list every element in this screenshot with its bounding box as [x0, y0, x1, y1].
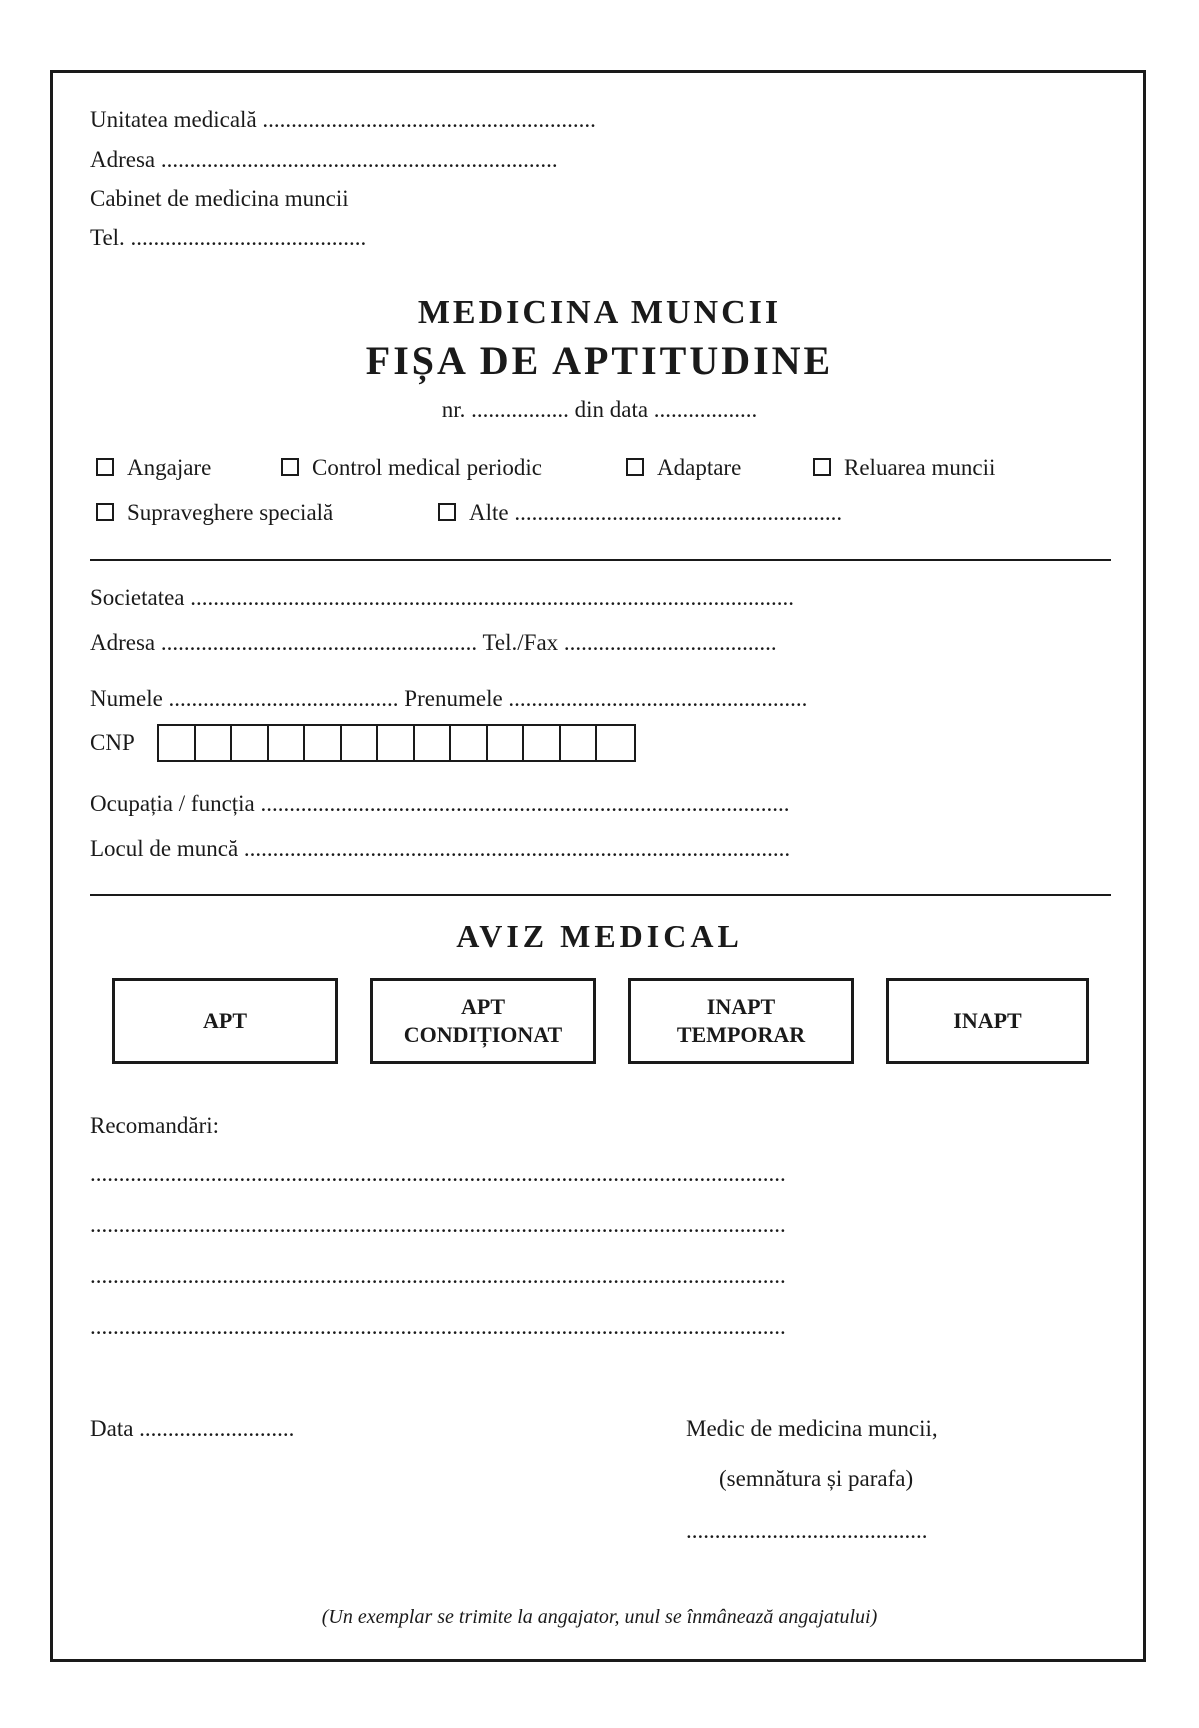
recommendation-line[interactable]: ......................................................................................................................... — [90, 1161, 786, 1186]
checkbox-adaptare[interactable] — [626, 458, 644, 476]
cnp-digit-cell[interactable] — [561, 726, 598, 760]
unit-address-field[interactable]: Adresa ..................................................................... — [90, 147, 558, 172]
aviz-option-inapt[interactable] — [886, 978, 1089, 1064]
cnp-label: CNP — [90, 730, 135, 755]
checkbox-reluarea-muncii[interactable] — [813, 458, 831, 476]
cnp-digit-cell[interactable] — [524, 726, 561, 760]
cnp-digit-cell[interactable] — [597, 726, 634, 760]
cnp-digit-cell[interactable] — [488, 726, 525, 760]
unit-phone-field[interactable]: Tel. ......................................... — [90, 225, 367, 250]
cnp-digit-cell[interactable] — [159, 726, 196, 760]
checkbox-alte[interactable] — [438, 503, 456, 521]
cnp-digit-cell[interactable] — [269, 726, 306, 760]
cnp-digit-cell[interactable] — [378, 726, 415, 760]
cnp-digit-cell[interactable] — [232, 726, 269, 760]
aviz-option-label: APT — [461, 994, 505, 1019]
cnp-digit-cell[interactable] — [196, 726, 233, 760]
form-number-date-field[interactable]: nr. ................. din data .................. — [441, 397, 758, 422]
aviz-option-label: APT — [203, 1008, 247, 1033]
checkbox-angajare[interactable] — [96, 458, 114, 476]
form-title-primary: MEDICINA MUNCII — [417, 294, 782, 331]
footer-note: (Un exemplar se trimite la angajator, unul se înmânează angajatului) — [321, 1606, 878, 1628]
doctor-title: Medic de medicina muncii, — [686, 1416, 938, 1441]
date-field[interactable]: Data ........................... — [90, 1416, 295, 1441]
company-address-phone-field[interactable]: Adresa ....................................................... Tel./Fax ..................................... — [90, 630, 777, 655]
checkbox-control-periodic[interactable] — [281, 458, 299, 476]
form-title-secondary: FIȘA DE APTITUDINE — [365, 338, 834, 383]
aviz-option-apt[interactable] — [112, 978, 338, 1064]
cabinet-label: Cabinet de medicina muncii — [90, 186, 349, 211]
cnp-input-grid[interactable] — [157, 724, 636, 762]
company-field[interactable]: Societatea ......................................................................................................... — [90, 585, 795, 610]
medical-unit-field[interactable]: Unitatea medicală .......................................................... — [90, 107, 596, 132]
checkbox-label-reluarea-muncii: Reluarea muncii — [844, 455, 996, 480]
aviz-option-label: INAPT — [706, 994, 776, 1019]
checkbox-label-control-periodic: Control medical periodic — [312, 455, 542, 480]
cnp-digit-cell[interactable] — [342, 726, 379, 760]
recommendation-line[interactable]: ......................................................................................................................... — [90, 1314, 786, 1339]
divider — [90, 894, 1111, 896]
signature-field[interactable]: .......................................... — [686, 1518, 928, 1543]
aviz-option-apt-conditionat[interactable] — [370, 978, 596, 1064]
aviz-title: AVIZ MEDICAL — [456, 918, 743, 954]
cnp-digit-cell[interactable] — [415, 726, 452, 760]
aviz-option-label: TEMPORAR — [676, 1022, 806, 1047]
aviz-option-label: CONDIȚIONAT — [403, 1022, 563, 1047]
checkbox-label-alte[interactable]: Alte ......................................................... — [469, 500, 843, 525]
checkbox-supraveghere-speciala[interactable] — [96, 503, 114, 521]
aviz-option-label: INAPT — [953, 1008, 1022, 1033]
aviz-option-inapt-temporar[interactable] — [628, 978, 854, 1064]
employee-name-field[interactable]: Numele ........................................ Prenumele .................................................... — [90, 686, 808, 711]
signature-hint: (semnătura și parafa) — [719, 1466, 914, 1491]
recommendation-line[interactable]: ......................................................................................................................... — [90, 1212, 786, 1237]
workplace-field[interactable]: Locul de muncă ............................................................................................... — [90, 836, 791, 861]
cnp-digit-cell[interactable] — [305, 726, 342, 760]
checkbox-label-supraveghere-speciala: Supraveghere specială — [127, 500, 334, 525]
cnp-digit-cell[interactable] — [451, 726, 488, 760]
occupation-field[interactable]: Ocupația / funcția ............................................................................................ — [90, 791, 790, 816]
divider — [90, 559, 1111, 561]
checkbox-label-adaptare: Adaptare — [657, 455, 742, 480]
recommendation-line[interactable]: ......................................................................................................................... — [90, 1263, 786, 1288]
checkbox-label-angajare: Angajare — [127, 455, 212, 480]
recommendations-label: Recomandări: — [90, 1113, 220, 1138]
